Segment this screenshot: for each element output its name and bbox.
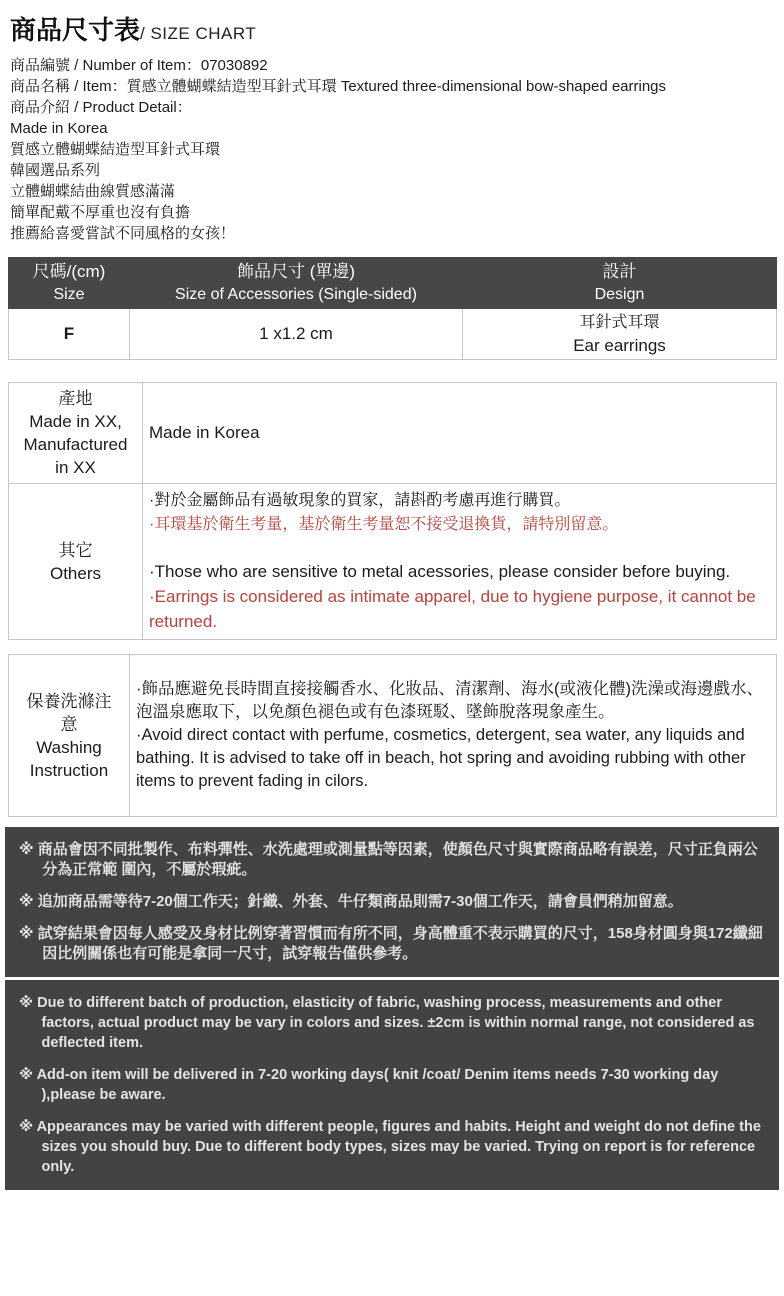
detail-line: 簡單配戴不厚重也沒有負擔 xyxy=(10,204,191,221)
design-column-header xyxy=(463,258,777,309)
origin-label-en: Made in XX, Manufactured in XX xyxy=(23,412,128,477)
size-column-header xyxy=(9,258,130,309)
page-title-zh: 商品尺寸表 xyxy=(10,15,141,45)
page-title-en: / SIZE CHART xyxy=(140,24,257,43)
washing-row xyxy=(9,655,777,817)
detail-line: 韓國選品系列 xyxy=(10,162,101,179)
origin-label xyxy=(9,383,143,484)
design-value xyxy=(463,309,777,360)
others-note-en-warning: ·Earrings is considered as intimate apparel, due to hygiene purpose, it cannot be returned. xyxy=(149,587,756,631)
others-note-zh: ·對於金屬飾品有過敏現象的買家，請斟酌考慮再進行購買。 xyxy=(149,492,571,509)
washing-content xyxy=(130,655,777,817)
design-header-en: Design xyxy=(594,286,645,303)
size-header-en: Size xyxy=(53,286,85,303)
washing-label-en-line2: Instruction xyxy=(29,760,109,780)
washing-label-en-line1: Washing xyxy=(36,737,102,757)
origin-row xyxy=(9,383,777,484)
others-label-zh: 其它 xyxy=(58,540,93,560)
notes-box-english xyxy=(5,980,779,1190)
others-row xyxy=(9,484,777,640)
detail-line: 立體蝴蝶結曲線質感滿滿 xyxy=(10,183,176,200)
note-item-en: ※ Add-on item will be delivered in 7-20 working days( knit /coat/ Denim items needs 7-30 working day ),please be aware. xyxy=(19,1067,719,1103)
accessory-size-value: 1 x1.2 cm xyxy=(130,309,463,360)
design-value-en: Ear earrings xyxy=(573,336,666,355)
origin-others-table xyxy=(8,382,777,640)
origin-value: Made in Korea xyxy=(143,383,777,484)
accessory-size-header-zh: 飾品尺寸 (單邊) xyxy=(236,262,356,281)
washing-note-en: ·Avoid direct contact with perfume, cosmetics, detergent, sea water, any liquids and bathing. It is advised to take off in beach, hot spring and avoiding rubbing with other items to prevent fading in cilors. xyxy=(136,726,746,790)
size-chart-page xyxy=(0,14,784,1190)
product-info xyxy=(10,55,774,244)
note-item-zh: ※ 試穿結果會因每人感受及身材比例穿著習慣而有所不同，身高體重不表示購買的尺寸，158身材圓身與172纖細因比例關係也有可能是拿同一尺寸，試穿報告僅供參考。 xyxy=(19,925,763,962)
others-label xyxy=(9,484,143,640)
item-name-line: 商品名稱 / Item：質感立體蝴蝶結造型耳針式耳環 Textured three-dimensional bow-shaped earrings xyxy=(10,78,667,95)
design-value-zh: 耳針式耳環 xyxy=(579,314,660,331)
design-header-zh: 設計 xyxy=(602,262,637,281)
size-table-header-row xyxy=(9,258,777,309)
product-detail-label: 商品介紹 / Product Detail： xyxy=(10,99,192,116)
size-value: F xyxy=(9,309,130,360)
others-note-zh-warning: ·耳環基於衛生考量，基於衛生考量恕不接受退換貨，請特別留意。 xyxy=(149,516,619,533)
blank-line xyxy=(149,537,770,559)
others-label-en: Others xyxy=(49,563,102,583)
others-note-en: ·Those who are sensitive to metal acessories, please consider before buying. xyxy=(149,562,731,581)
washing-note-zh: ·飾品應避免長時間直接接觸香水、化妝品、清潔劑、海水(或液化體)洗澡或海邊戲水、泡溫泉應取下，以免顏色褪色或有色漆斑駁、墜飾脫落現象產生。 xyxy=(136,680,763,721)
accessory-size-header-en: Size of Accessories (Single-sided) xyxy=(175,286,417,303)
note-item-en: ※ Due to different batch of production, elasticity of fabric, washing process, measurements and other factors, actual product may be vary in colors and sizes. ±2cm is within normal range, not considered as deflected item. xyxy=(19,995,755,1051)
detail-line: 質感立體蝴蝶結造型耳針式耳環 xyxy=(10,141,221,158)
size-header-zh: 尺碼/(cm) xyxy=(32,262,106,281)
accessory-size-column-header xyxy=(130,258,463,309)
size-table-row xyxy=(9,309,777,360)
notes-box-chinese xyxy=(5,827,779,977)
washing-instruction-table xyxy=(8,654,777,817)
detail-line: 推薦給喜愛嘗試不同風格的女孩！ xyxy=(10,225,236,242)
washing-label xyxy=(9,655,130,817)
size-chart-table xyxy=(8,257,777,360)
washing-label-zh: 保養洗滌注意 xyxy=(26,691,112,734)
detail-line: Made in Korea xyxy=(10,120,108,137)
note-item-zh: ※ 追加商品需等待7-20個工作天；針織、外套、牛仔類商品則需7-30個工作天，請會員們稍加留意。 xyxy=(19,893,683,910)
origin-label-zh: 產地 xyxy=(58,389,93,408)
note-item-zh: ※ 商品會因不同批製作、布料彈性、水洗處理或測量點等因素，使顏色尺寸與實際商品略有誤差，尺寸正負兩公分為正常範 圍內，不屬於瑕疵。 xyxy=(19,841,758,878)
others-content xyxy=(143,484,777,640)
note-item-en: ※ Appearances may be varied with different people, figures and habits. Height and weight do not define the sizes you should buy. Due to different body types, sizes may be varied. Trying on report is for reference only. xyxy=(19,1119,761,1175)
page-title xyxy=(10,14,784,51)
item-number-line: 商品編號 / Number of Item：07030892 xyxy=(10,57,268,74)
